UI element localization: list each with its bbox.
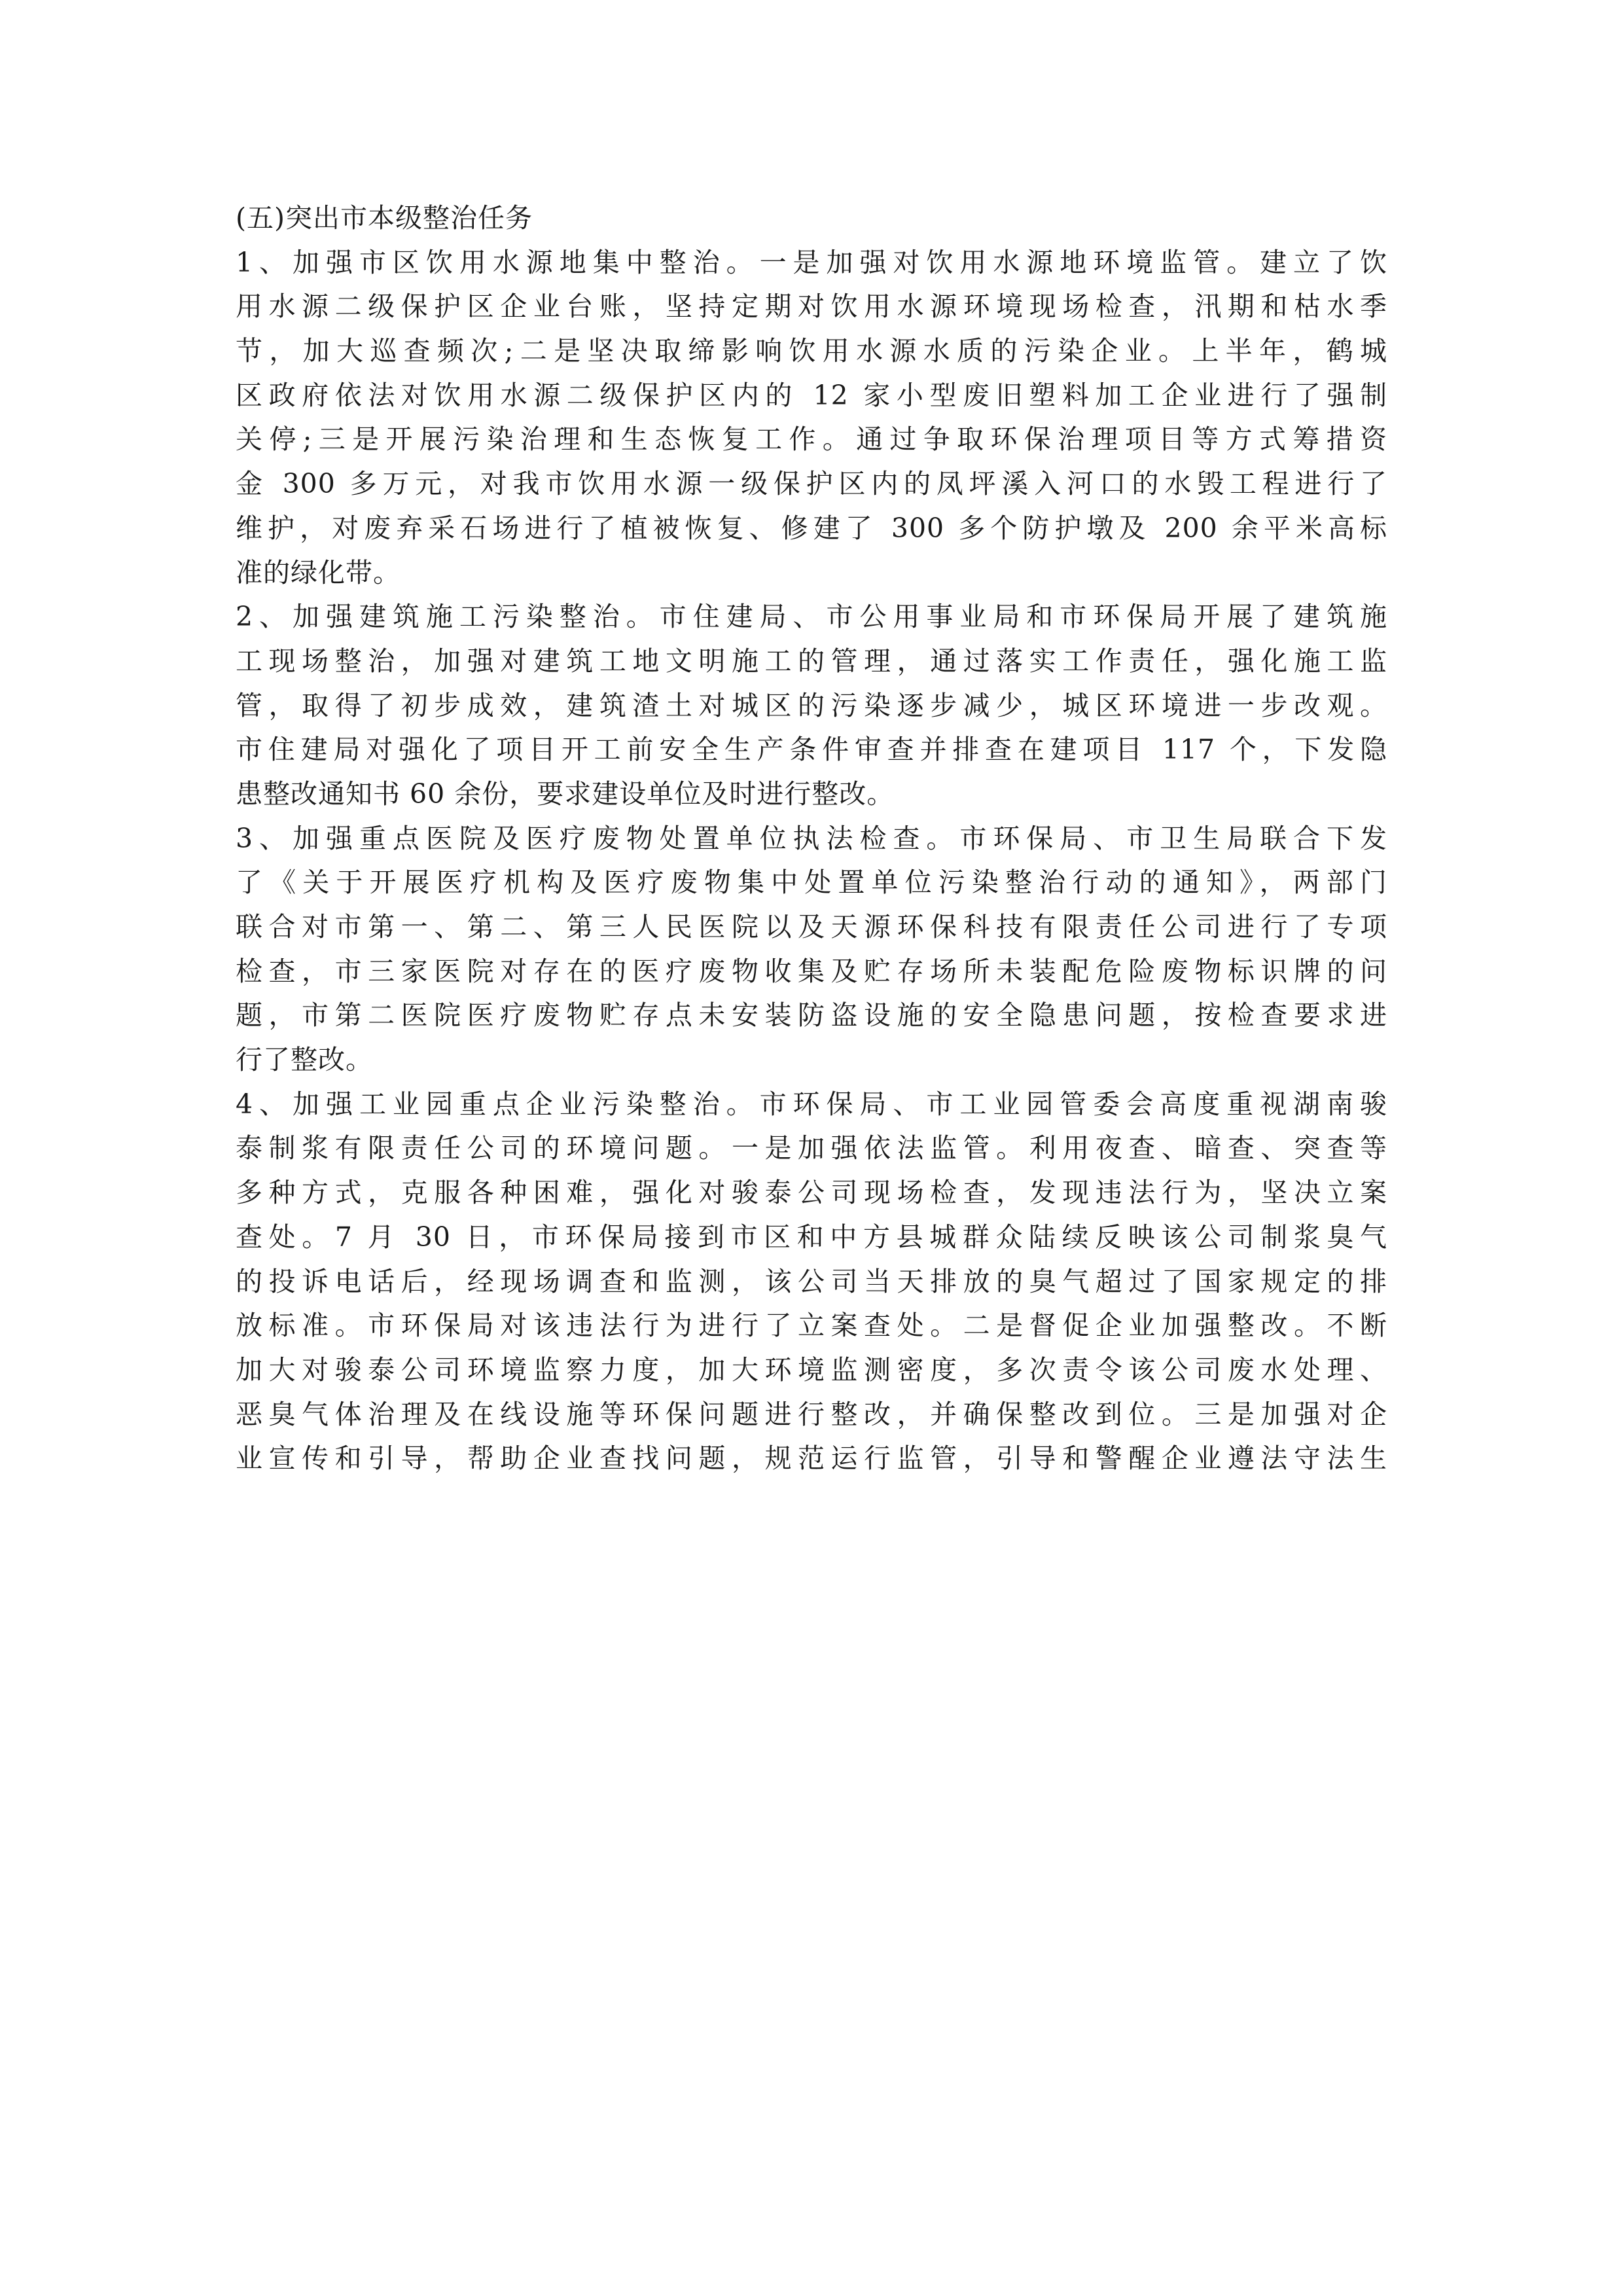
text-line: 1、加强市区饮用水源地集中整治。一是加强对饮用水源地环境监管。建立了饮 <box>236 246 1387 278</box>
text-line: 检查，市三家医院对存在的医疗废物收集及贮存场所未装配危险废物标识牌的问 <box>236 955 1387 987</box>
text-line: 维护，对废弃采石场进行了植被恢复、修建了 300 多个防护墩及 200 余平米高标 <box>236 512 1387 544</box>
text-line: 了《关于开展医疗机构及医疗废物集中处置单位污染整治行动的通知》，两部门 <box>236 867 1387 899</box>
text-line: 恶臭气体治理及在线设施等环保问题进行整改，并确保整改到位。三是加强对企 <box>236 1398 1387 1430</box>
text-line: 泰制浆有限责任公司的环境问题。一是加强依法监管。利用夜查、暗查、突查等 <box>236 1132 1387 1164</box>
text-line: 金 300 多万元，对我市饮用水源一级保护区内的凤坪溪入河口的水毁工程进行了 <box>236 468 1387 500</box>
text-line: 关停;三是开展污染治理和生态恢复工作。通过争取环保治理项目等方式筹措资 <box>236 423 1387 456</box>
text-line: 行了整改。 <box>236 1044 373 1076</box>
paragraph-medical-waste <box>236 817 1387 1083</box>
text-line: 多种方式，克服各种困难，强化对骏泰公司现场检查，发现违法行为，坚决立案 <box>236 1177 1387 1209</box>
text-line: 3、加强重点医院及医疗废物处置单位执法检查。市环保局、市卫生局联合下发 <box>236 822 1387 854</box>
text-line: 用水源二级保护区企业台账，坚持定期对饮用水源环境现场检查，汛期和枯水季 <box>236 291 1387 323</box>
text-line: 区政府依法对饮用水源二级保护区内的 12 家小型废旧塑料加工企业进行了强制 <box>236 379 1387 411</box>
text-line: 管，取得了初步成效，建筑渣土对城区的污染逐步减少，城区环境进一步改观。 <box>236 689 1387 721</box>
text-line: 准的绿化带。 <box>236 556 401 588</box>
text-line: 4、加强工业园重点企业污染整治。市环保局、市工业园管委会高度重视湖南骏 <box>236 1088 1387 1120</box>
paragraph-drinking-water <box>236 241 1387 596</box>
text-line: 患整改通知书 60 余份，要求建设单位及时进行整改。 <box>236 778 895 810</box>
text-line: 联合对市第一、第二、第三人民医院以及天源环保科技有限责任公司进行了专项 <box>236 911 1387 943</box>
text-line: 查处。7 月 30 日，市环保局接到市区和中方县城群众陆续反映该公司制浆臭气 <box>236 1221 1387 1253</box>
paragraph-industrial-park <box>236 1083 1387 1481</box>
text-line: 加大对骏泰公司环境监察力度，加大环境监测密度，多次责令该公司废水处理、 <box>236 1354 1387 1386</box>
paragraph-construction <box>236 595 1387 816</box>
text-line: 的投诉电话后，经现场调查和监测，该公司当天排放的臭气超过了国家规定的排 <box>236 1265 1387 1297</box>
text-line: 题，市第二医院医疗废物贮存点未安装防盗设施的安全隐患问题，按检查要求进 <box>236 999 1387 1031</box>
section-heading: (五)突出市本级整治任务 <box>236 202 533 234</box>
text-line: 节，加大巡查频次;二是坚决取缔影响饮用水源水质的污染企业。上半年，鹤城 <box>236 335 1387 367</box>
text-line: 2、加强建筑施工污染整治。市住建局、市公用事业局和市环保局开展了建筑施 <box>236 601 1387 633</box>
text-line: 业宣传和引导，帮助企业查找问题，规范运行监管，引导和警醒企业遵法守法生 <box>236 1443 1387 1475</box>
text-line: 工现场整治，加强对建筑工地文明施工的管理，通过落实工作责任，强化施工监 <box>236 645 1387 677</box>
text-line: 放标准。市环保局对该违法行为进行了立案查处。二是督促企业加强整改。不断 <box>236 1310 1387 1342</box>
document-body <box>236 196 1387 1481</box>
text-line: 市住建局对强化了项目开工前安全生产条件审查并排查在建项目 117 个，下发隐 <box>236 734 1387 766</box>
